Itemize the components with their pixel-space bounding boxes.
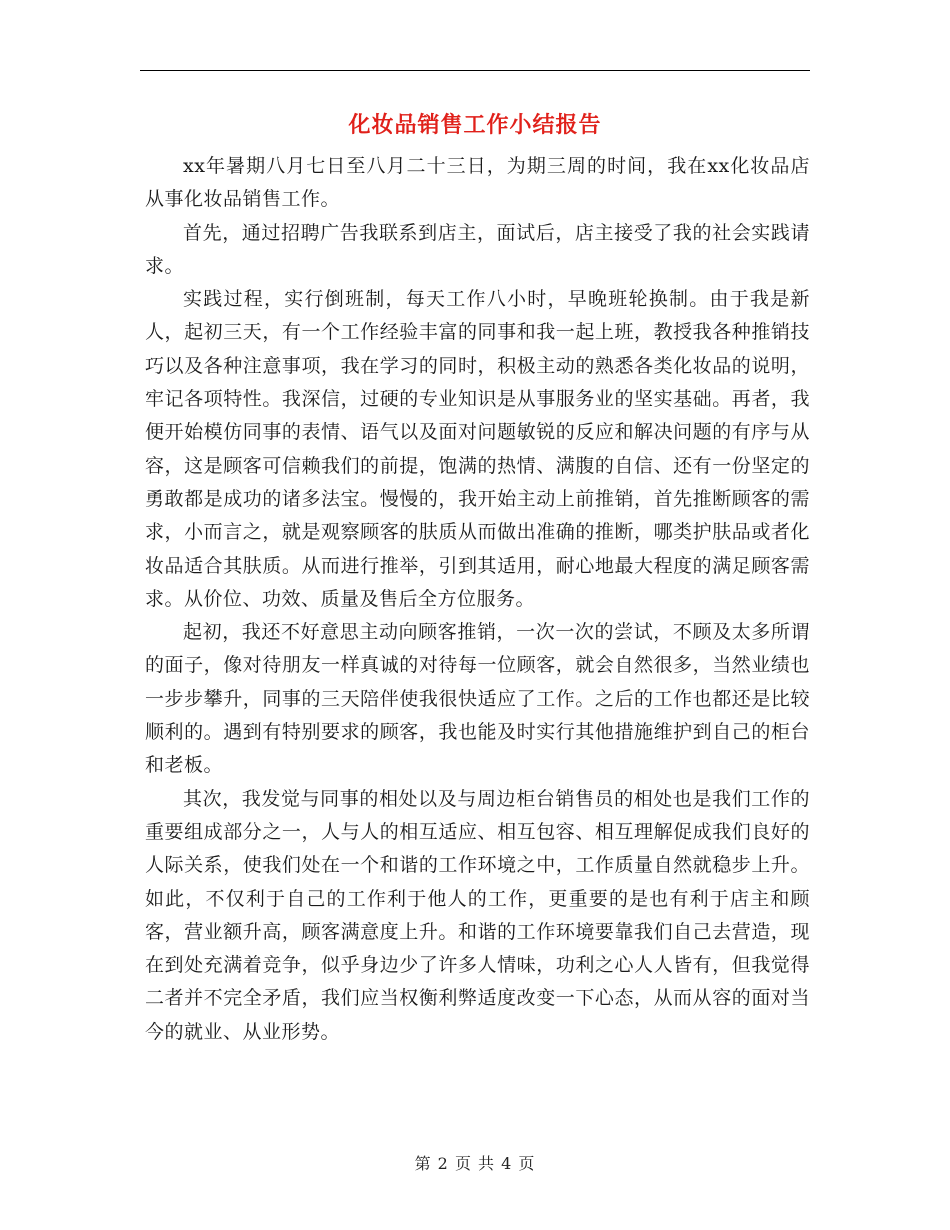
paragraph-initial-experience: 起初，我还不好意思主动向顾客推销，一次一次的尝试，不顾及太多所谓的面子，像对待朋友一样真诚的对待每一位顾客，就会自然很多，当然业绩也一步步攀升，同事的三天陪伴使我很快适应了工作。之后的工作也都还是比较顺利的。遇到有特别要求的顾客，我也能及时实行其他措施维护到自己的柜台和老板。 xyxy=(145,621,810,777)
document-title: 化妆品销售工作小结报告 xyxy=(348,112,602,138)
page-footer xyxy=(0,1153,950,1175)
paragraph-intro: xx年暑期八月七日至八月二十三日，为期三周的时间，我在xx化妆品店从事化妆品销售工作。 xyxy=(145,155,810,211)
paragraph-recruitment: 首先，通过招聘广告我联系到店主，面试后，店主接受了我的社会实践请求。 xyxy=(145,221,810,277)
header-rule xyxy=(140,70,810,71)
paragraph-colleague-relations: 其次，我发觉与同事的相处以及与周边柜台销售员的相处也是我们工作的重要组成部分之一，人与人的相互适应、相互包容、相互理解促成我们良好的人际关系，使我们处在一个和谐的工作环境之中，工作质量自然就稳步上升。如此，不仅利于自己的工作利于他人的工作，更重要的是也有利于店主和顾客，营业额升高，顾客满意度上升。和谐的工作环境要靠我们自己去营造，现在到处充满着竞争，似乎身边少了许多人情味，功利之心人人皆有，但我觉得二者并不完全矛盾，我们应当权衡利弊适度改变一下心态，从而从容的面对当今的就业、从业形势。 xyxy=(145,787,810,1043)
paragraph-practice-process: 实践过程，实行倒班制，每天工作八小时，早晚班轮换制。由于我是新人，起初三天，有一个工作经验丰富的同事和我一起上班，教授我各种推销技巧以及各种注意事项，我在学习的同时，积极主动的熟悉各类化妆品的说明，牢记各项特性。我深信，过硬的专业知识是从事服务业的坚实基础。再者，我便开始模仿同事的表情、语气以及面对问题敏锐的反应和解决问题的有序与从容，这是顾客可信赖我们的前提，饱满的热情、满腹的自信、还有一份坚定的勇敢都是成功的诸多法宝。慢慢的，我开始主动上前推销，首先推断顾客的需求，小而言之，就是观察顾客的肤质从而做出准确的推断，哪类护肤品或者化妆品适合其肤质。从而进行推举，引到其适用，耐心地最大程度的满足顾客需求。从价位、功效、质量及售后全方位服务。 xyxy=(145,288,810,610)
document-body xyxy=(145,150,810,1049)
page-number-label: 第 2 页 共 4 页 xyxy=(414,1154,536,1173)
